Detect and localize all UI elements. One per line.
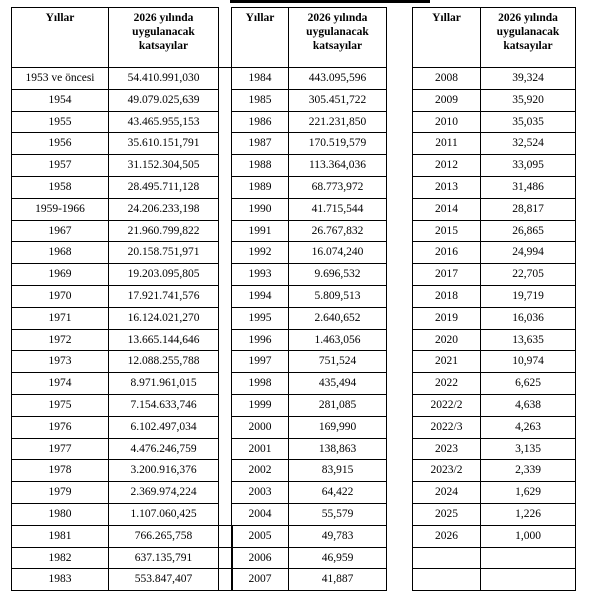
coefficient-cell: 49.079.025,639 xyxy=(109,89,219,111)
coefficient-cell: 5.809,513 xyxy=(289,285,387,307)
year-cell: 1988 xyxy=(232,155,289,177)
table-header-row xyxy=(232,8,387,68)
table-row xyxy=(12,307,233,329)
year-cell: 2017 xyxy=(413,264,481,286)
coefficient-cell: 68.773,972 xyxy=(289,176,387,198)
coefficient-cell: 39,324 xyxy=(481,68,576,90)
year-cell: 1996 xyxy=(232,329,289,351)
table-header-row xyxy=(413,8,576,68)
year-cell: 2025 xyxy=(413,503,481,525)
coefficient-cell: 751,524 xyxy=(289,351,387,373)
year-cell: 1953 ve öncesi xyxy=(12,68,109,90)
table-2-body xyxy=(232,8,387,591)
table-row xyxy=(232,394,387,416)
year-cell: 1986 xyxy=(232,111,289,133)
table-header-row xyxy=(12,8,233,68)
year-cell: 2013 xyxy=(413,176,481,198)
table-row xyxy=(232,569,387,591)
coefficient-table-1 xyxy=(11,7,233,591)
year-cell: 1958 xyxy=(12,176,109,198)
table-row xyxy=(413,176,576,198)
table-row xyxy=(12,438,233,460)
year-cell: 1987 xyxy=(232,133,289,155)
year-cell: 2000 xyxy=(232,416,289,438)
table-row xyxy=(12,547,233,569)
coefficient-cell: 22,705 xyxy=(481,264,576,286)
coefficient-cell xyxy=(481,569,576,591)
table-row xyxy=(12,482,233,504)
table-row xyxy=(232,351,387,373)
table-row xyxy=(232,220,387,242)
coefficient-cell: 26.767,832 xyxy=(289,220,387,242)
year-cell: 2019 xyxy=(413,307,481,329)
coefficient-header: 2026 yılında uygulanacak katsayılar xyxy=(109,8,219,68)
coefficient-cell: 4.476.246,759 xyxy=(109,438,219,460)
year-cell: 2022/3 xyxy=(413,416,481,438)
year-cell: 2010 xyxy=(413,111,481,133)
coefficient-cell: 13.665.144,646 xyxy=(109,329,219,351)
table-row xyxy=(413,569,576,591)
table-row xyxy=(12,394,233,416)
coefficient-cell: 31.152.304,505 xyxy=(109,155,219,177)
coefficient-cell: 49,783 xyxy=(289,525,387,547)
coefficient-cell: 6,625 xyxy=(481,373,576,395)
coefficient-cell: 21.960.799,822 xyxy=(109,220,219,242)
year-cell: 2021 xyxy=(413,351,481,373)
coefficient-cell: 33,095 xyxy=(481,155,576,177)
coefficient-cell: 305.451,722 xyxy=(289,89,387,111)
table-row xyxy=(232,133,387,155)
year-cell: 1999 xyxy=(232,394,289,416)
year-cell: 1974 xyxy=(12,373,109,395)
table-row xyxy=(12,416,233,438)
table-row xyxy=(12,242,233,264)
table-row xyxy=(12,285,233,307)
coefficient-cell: 26,865 xyxy=(481,220,576,242)
table-row xyxy=(232,176,387,198)
table-row xyxy=(12,503,233,525)
table-row xyxy=(232,438,387,460)
table-row xyxy=(413,264,576,286)
coefficient-cell: 4,263 xyxy=(481,416,576,438)
table-row xyxy=(232,460,387,482)
year-cell: 1971 xyxy=(12,307,109,329)
table-row xyxy=(12,351,233,373)
year-cell: 1968 xyxy=(12,242,109,264)
coefficient-cell: 28.495.711,128 xyxy=(109,176,219,198)
table-row xyxy=(12,89,233,111)
table-row xyxy=(232,285,387,307)
coefficient-cell: 637.135,791 xyxy=(109,547,219,569)
table-row xyxy=(232,155,387,177)
coefficient-cell: 553.847,407 xyxy=(109,569,219,591)
year-cell: 1983 xyxy=(12,569,109,591)
coefficient-cell: 83,915 xyxy=(289,460,387,482)
year-cell: 2004 xyxy=(232,503,289,525)
table-row xyxy=(413,460,576,482)
table-row xyxy=(232,242,387,264)
year-cell: 1976 xyxy=(12,416,109,438)
year-cell: 1990 xyxy=(232,198,289,220)
table-row xyxy=(413,133,576,155)
year-cell: 1954 xyxy=(12,89,109,111)
table-row xyxy=(12,525,233,547)
table-row xyxy=(413,416,576,438)
coefficient-header: 2026 yılında uygulanacak katsayılar xyxy=(289,8,387,68)
coefficient-cell: 35,035 xyxy=(481,111,576,133)
coefficient-table-2 xyxy=(231,7,387,591)
table-row xyxy=(232,264,387,286)
table-row xyxy=(12,373,233,395)
year-cell: 1991 xyxy=(232,220,289,242)
year-cell xyxy=(413,547,481,569)
year-cell: 1975 xyxy=(12,394,109,416)
year-cell: 2022/2 xyxy=(413,394,481,416)
year-cell: 1998 xyxy=(232,373,289,395)
table-row xyxy=(413,547,576,569)
coefficient-header: 2026 yılında uygulanacak katsayılar xyxy=(481,8,576,68)
coefficient-cell: 19.203.095,805 xyxy=(109,264,219,286)
coefficient-cell: 20.158.751,971 xyxy=(109,242,219,264)
table-row xyxy=(413,285,576,307)
year-cell: 1994 xyxy=(232,285,289,307)
year-cell: 2024 xyxy=(413,482,481,504)
table-row xyxy=(413,220,576,242)
year-cell: 2008 xyxy=(413,68,481,90)
table-row xyxy=(12,264,233,286)
year-header: Yıllar xyxy=(413,8,481,68)
year-cell: 2007 xyxy=(232,569,289,591)
table-row xyxy=(232,198,387,220)
year-cell: 1989 xyxy=(232,176,289,198)
year-cell: 1955 xyxy=(12,111,109,133)
year-header: Yıllar xyxy=(232,8,289,68)
table-row xyxy=(413,89,576,111)
year-cell: 1959-1966 xyxy=(12,198,109,220)
year-cell xyxy=(413,569,481,591)
coefficient-cell: 3.200.916,376 xyxy=(109,460,219,482)
table-row xyxy=(12,133,233,155)
table-row xyxy=(12,220,233,242)
coefficient-cell: 19,719 xyxy=(481,285,576,307)
year-cell: 1956 xyxy=(12,133,109,155)
year-cell: 2003 xyxy=(232,482,289,504)
table-row xyxy=(413,482,576,504)
table-row xyxy=(413,68,576,90)
year-cell: 2015 xyxy=(413,220,481,242)
table-row xyxy=(413,373,576,395)
table-row xyxy=(232,89,387,111)
year-cell: 2014 xyxy=(413,198,481,220)
coefficient-cell: 1,629 xyxy=(481,482,576,504)
table-1-body xyxy=(12,8,233,591)
year-cell: 1993 xyxy=(232,264,289,286)
coefficient-cell: 6.102.497,034 xyxy=(109,416,219,438)
year-cell: 2020 xyxy=(413,329,481,351)
coefficient-cell: 55,579 xyxy=(289,503,387,525)
coefficient-cell: 9.696,532 xyxy=(289,264,387,286)
table-row xyxy=(413,394,576,416)
table-row xyxy=(232,307,387,329)
coefficient-cell: 435,494 xyxy=(289,373,387,395)
year-cell: 2026 xyxy=(413,525,481,547)
year-cell: 1982 xyxy=(12,547,109,569)
year-cell: 1979 xyxy=(12,482,109,504)
coefficient-cell: 1.107.060,425 xyxy=(109,503,219,525)
coefficient-cell: 54.410.991,030 xyxy=(109,68,219,90)
coefficient-cell: 1,226 xyxy=(481,503,576,525)
table-row xyxy=(232,329,387,351)
table-row xyxy=(413,111,576,133)
year-cell: 2023 xyxy=(413,438,481,460)
year-cell: 1992 xyxy=(232,242,289,264)
coefficient-cell: 64,422 xyxy=(289,482,387,504)
table-row xyxy=(232,111,387,133)
year-cell: 2001 xyxy=(232,438,289,460)
coefficient-cell: 16.124.021,270 xyxy=(109,307,219,329)
year-cell: 1980 xyxy=(12,503,109,525)
top-border-fragment xyxy=(230,0,430,3)
coefficient-cell: 170.519,579 xyxy=(289,133,387,155)
table-3-body xyxy=(413,8,576,591)
year-cell: 1995 xyxy=(232,307,289,329)
table-row xyxy=(413,329,576,351)
coefficient-cell: 3,135 xyxy=(481,438,576,460)
coefficient-cell: 12.088.255,788 xyxy=(109,351,219,373)
year-cell: 1985 xyxy=(232,89,289,111)
table-row xyxy=(413,307,576,329)
year-cell: 2016 xyxy=(413,242,481,264)
coefficient-cell: 13,635 xyxy=(481,329,576,351)
table-row xyxy=(12,460,233,482)
table-row xyxy=(413,503,576,525)
coefficient-cell: 113.364,036 xyxy=(289,155,387,177)
table-row xyxy=(12,329,233,351)
table-row xyxy=(12,155,233,177)
table-row xyxy=(413,351,576,373)
table-row xyxy=(232,373,387,395)
coefficient-cell: 138,863 xyxy=(289,438,387,460)
table-row xyxy=(413,438,576,460)
year-cell: 2005 xyxy=(232,525,289,547)
year-cell: 1970 xyxy=(12,285,109,307)
table-row xyxy=(232,482,387,504)
coefficient-table-3 xyxy=(412,7,576,591)
coefficient-cell: 2.369.974,224 xyxy=(109,482,219,504)
coefficient-cell: 2.640,652 xyxy=(289,307,387,329)
coefficient-cell: 10,974 xyxy=(481,351,576,373)
year-cell: 2006 xyxy=(232,547,289,569)
table-row xyxy=(12,569,233,591)
coefficient-cell: 766.265,758 xyxy=(109,525,219,547)
coefficient-cell: 17.921.741,576 xyxy=(109,285,219,307)
table-row xyxy=(12,198,233,220)
year-cell: 2011 xyxy=(413,133,481,155)
year-cell: 1969 xyxy=(12,264,109,286)
coefficient-cell: 443.095,596 xyxy=(289,68,387,90)
coefficient-cell xyxy=(481,547,576,569)
coefficient-cell: 7.154.633,746 xyxy=(109,394,219,416)
coefficient-cell: 31,486 xyxy=(481,176,576,198)
table-row xyxy=(413,525,576,547)
year-cell: 1978 xyxy=(12,460,109,482)
coefficient-cell: 169,990 xyxy=(289,416,387,438)
year-cell: 2023/2 xyxy=(413,460,481,482)
table-row xyxy=(232,525,387,547)
year-cell: 2022 xyxy=(413,373,481,395)
year-header: Yıllar xyxy=(12,8,109,68)
year-cell: 1957 xyxy=(12,155,109,177)
table-row xyxy=(232,416,387,438)
coefficient-cell: 16.074,240 xyxy=(289,242,387,264)
year-cell: 2018 xyxy=(413,285,481,307)
table-row xyxy=(232,503,387,525)
coefficient-cell: 2,339 xyxy=(481,460,576,482)
coefficient-cell: 41,887 xyxy=(289,569,387,591)
coefficient-cell: 221.231,850 xyxy=(289,111,387,133)
coefficient-cell: 35.610.151,791 xyxy=(109,133,219,155)
coefficient-cell: 35,920 xyxy=(481,89,576,111)
table-row xyxy=(232,68,387,90)
coefficient-cell: 4,638 xyxy=(481,394,576,416)
year-cell: 1997 xyxy=(232,351,289,373)
coefficient-cell: 41.715,544 xyxy=(289,198,387,220)
year-cell: 1972 xyxy=(12,329,109,351)
table-row xyxy=(12,68,233,90)
year-cell: 1984 xyxy=(232,68,289,90)
table-row xyxy=(413,155,576,177)
coefficient-cell: 16,036 xyxy=(481,307,576,329)
coefficient-cell: 32,524 xyxy=(481,133,576,155)
coefficient-cell: 281,085 xyxy=(289,394,387,416)
table-row xyxy=(413,242,576,264)
coefficient-cell: 43.465.955,153 xyxy=(109,111,219,133)
table-row xyxy=(12,111,233,133)
coefficient-cell: 28,817 xyxy=(481,198,576,220)
table-row xyxy=(413,198,576,220)
year-cell: 2002 xyxy=(232,460,289,482)
year-cell: 1977 xyxy=(12,438,109,460)
table-row xyxy=(232,547,387,569)
year-cell: 1981 xyxy=(12,525,109,547)
coefficient-cell: 1.463,056 xyxy=(289,329,387,351)
year-cell: 1973 xyxy=(12,351,109,373)
coefficient-cell: 8.971.961,015 xyxy=(109,373,219,395)
year-cell: 1967 xyxy=(12,220,109,242)
year-cell: 2012 xyxy=(413,155,481,177)
coefficient-cell: 24,994 xyxy=(481,242,576,264)
year-cell: 2009 xyxy=(413,89,481,111)
table-row xyxy=(12,176,233,198)
coefficient-cell: 1,000 xyxy=(481,525,576,547)
coefficient-cell: 46,959 xyxy=(289,547,387,569)
coefficient-cell: 24.206.233,198 xyxy=(109,198,219,220)
